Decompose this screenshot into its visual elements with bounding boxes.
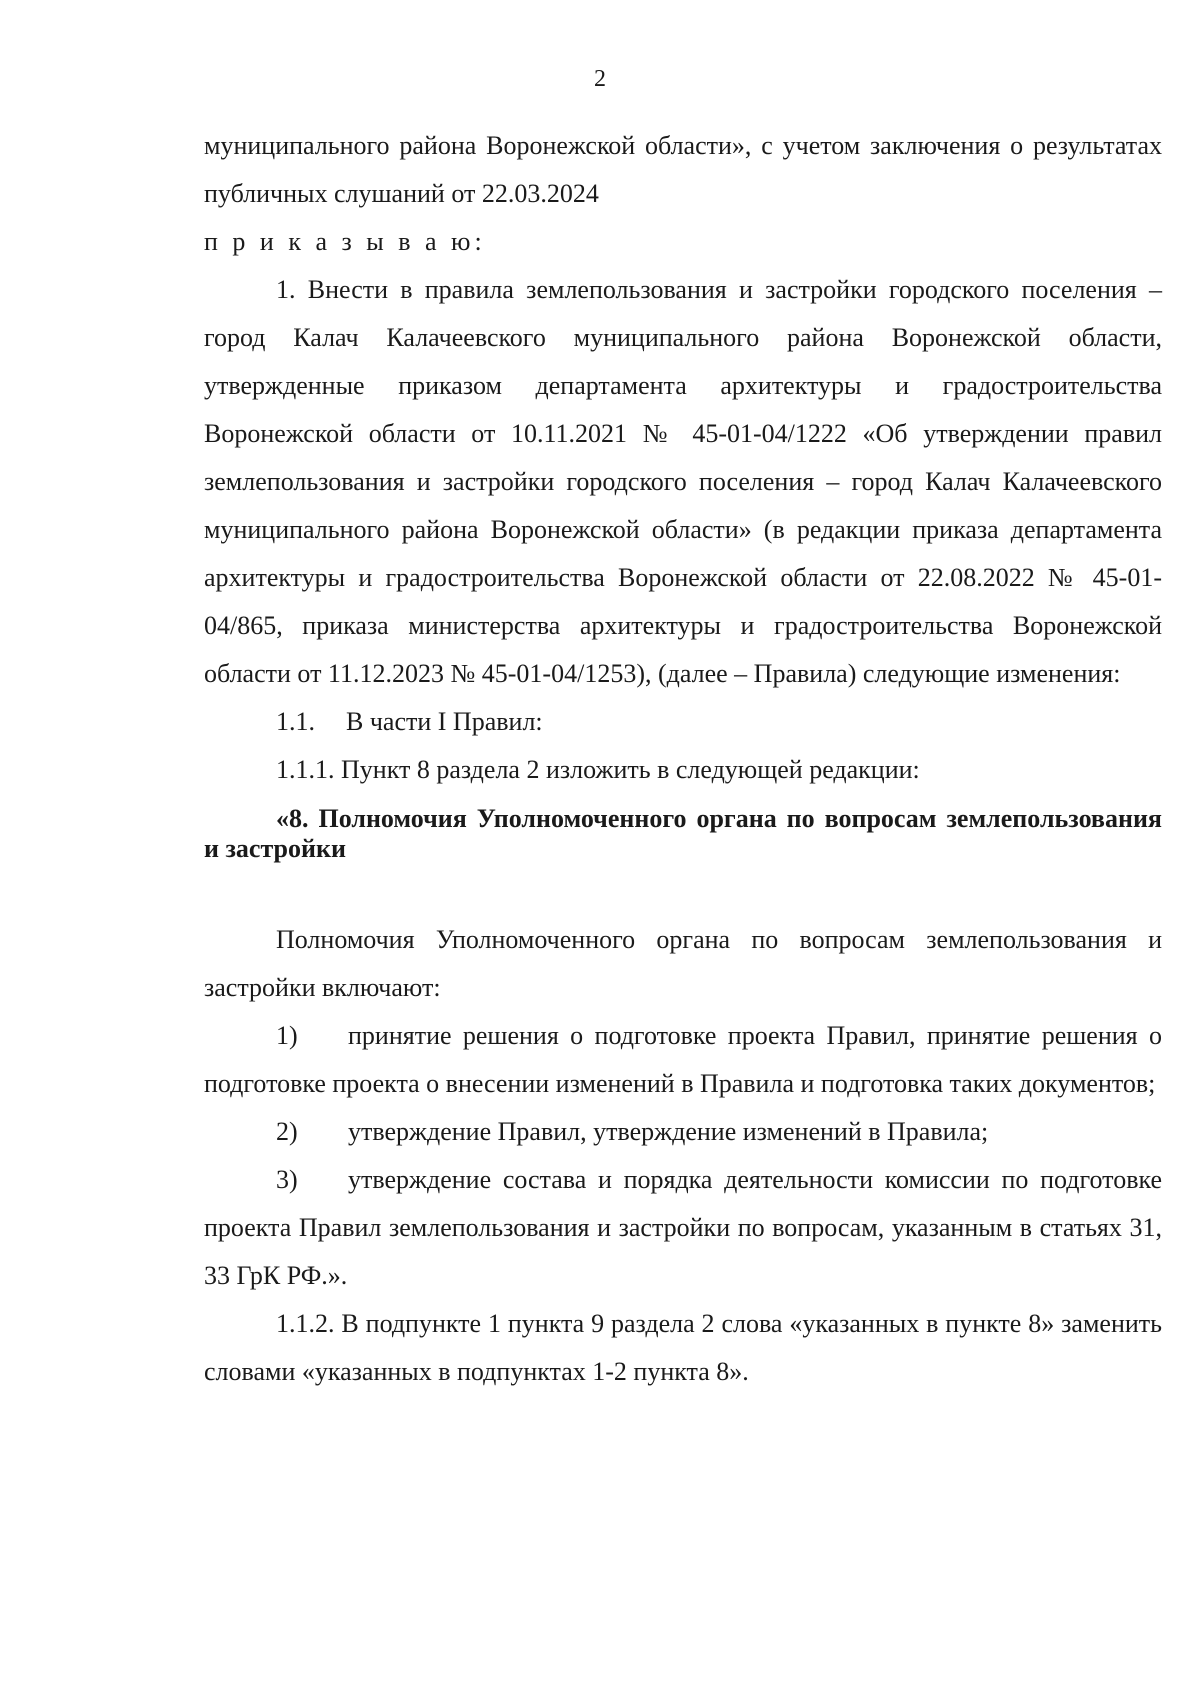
paragraph-item-1: 1. Внести в правила землепользования и застройки городского поселения – город Калач Калачеевского муниципального района Воронежской области, утвержденные приказом департамента архитектуры и градостроительства Воронежской области от 10.11.2021 № 45-01-04/1222 «Об утверждении правил землепользования и застройки городского поселения – город Калач Калачеевского муниципального района Воронежской области» (в редакции приказа департамента архитектуры и градостроительства Воронежской области от 22.08.2022 № 45-01-04/865, приказа министерства архитектуры и градостроительства Воронежской области от 11.12.2023 № 45-01-04/1253), (далее – Правила) следующие изменения: <box>204 275 1162 688</box>
paragraph-powers: Полномочия Уполномоченного органа по вопросам землепользования и застройки включают: <box>204 925 1162 1002</box>
list-item-2 <box>204 1108 1162 1156</box>
list-item-1-text: принятие решения о подготовке проекта Правил, принятие решения о подготовке проекта о внесении изменений в Правила и подготовка таких документов; <box>204 1021 1162 1098</box>
list-item-1 <box>204 1012 1162 1108</box>
item-1-1-number: 1.1. <box>276 707 315 736</box>
list-item-2-text: утверждение Правил, утверждение изменений в Правила; <box>348 1117 989 1146</box>
page-number: 2 <box>594 66 606 92</box>
item-1-1-text: В части I Правил: <box>346 707 543 736</box>
paragraph-order: п р и к а з ы в а ю: <box>204 227 486 256</box>
paragraph-item-1-1-1: 1.1.1. Пункт 8 раздела 2 изложить в следующей редакции: <box>276 755 920 784</box>
list-item-3 <box>204 1156 1162 1300</box>
paragraph-item-1-1 <box>204 698 1162 746</box>
list-item-1-number: 1) <box>276 1021 298 1050</box>
paragraph-intro: муниципального района Воронежской области», с учетом заключения о результатах публичных слушаний от 22.03.2024 <box>204 131 1162 208</box>
document-body <box>204 122 1162 1396</box>
list-item-2-number: 2) <box>276 1117 298 1146</box>
paragraph-item-1-1-2: 1.1.2. В подпункте 1 пункта 9 раздела 2 слова «указанных в пункте 8» заменить словами «указанных в подпунктах 1-2 пункта 8». <box>204 1309 1162 1386</box>
section-heading: «8. Полномочия Уполномоченного органа по вопросам землепользования и застройки <box>204 804 1162 863</box>
list-item-3-text: утверждение состава и порядка деятельности комиссии по подготовке проекта Правил землепользования и застройки по вопросам, указанным в статьях 31, 33 ГрК РФ.». <box>204 1165 1162 1290</box>
list-item-3-number: 3) <box>276 1165 298 1194</box>
